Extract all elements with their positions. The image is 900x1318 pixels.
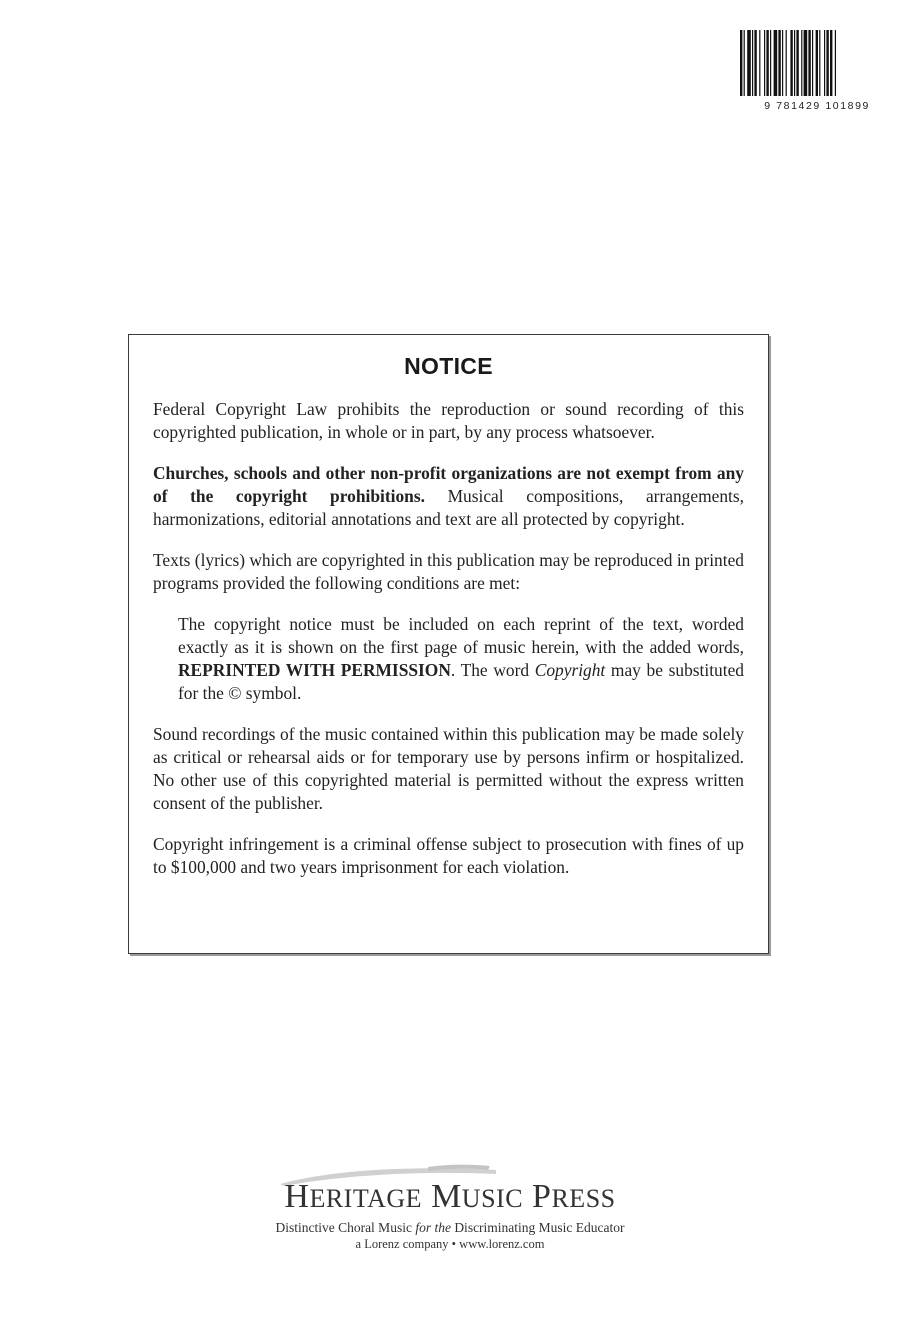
barcode-bar — [790, 30, 792, 96]
tagline-a: Distinctive Choral Music — [275, 1220, 416, 1235]
notice-paragraph-texts: Texts (lyrics) which are copyrighted in this publication may be reproduced in printed programs provided the following conditions are met: — [153, 550, 744, 593]
notice-paragraph-recordings: Sound recordings of the music contained within this publication may be made solely as critical or rehearsal aids or for temporary use by persons infirm or hospitalized. No other use of this copyrighted material is permitted without the express written consent of the publisher. — [153, 724, 744, 813]
notice-title: NOTICE — [404, 353, 493, 379]
notice-paragraph-law: Federal Copyright Law prohibits the reproduction or sound recording of this copyrighted publication, in whole or in part, by any process whatsoever. — [153, 399, 744, 442]
notice-conditions-italic: Copyright — [534, 660, 606, 680]
barcode-bar — [759, 30, 760, 96]
notice-churches-bold: Churches, schools and other non-profit organizations are not exempt from any of the copyright prohibitions. — [153, 463, 744, 506]
barcode-bar — [754, 30, 756, 96]
barcode-bar — [778, 30, 780, 96]
barcode-bars — [740, 30, 868, 96]
brand-h: H — [284, 1178, 310, 1215]
brand-usic: USIC — [461, 1184, 524, 1213]
barcode-bar — [812, 30, 813, 96]
barcode-bar — [824, 30, 825, 96]
notice-conditions-a: The copyright notice must be included on each reprint of the text, worded exactly as it is shown on the first page of music herein, with the added words, — [178, 614, 744, 657]
barcode-bar — [826, 30, 828, 96]
notice-paragraph-infringement: Copyright infringement is a criminal offense subject to prosecution with fines of up to $100,000 and two years imprisonment for each violation. — [153, 834, 744, 877]
notice-conditions-b: . The word — [450, 660, 535, 680]
barcode — [730, 24, 870, 110]
barcode-bar — [744, 30, 745, 96]
barcode-bar — [830, 30, 832, 96]
barcode-bar — [816, 30, 818, 96]
notice-paragraph-conditions — [153, 613, 744, 705]
barcode-bar — [794, 30, 795, 96]
barcode-bar — [766, 30, 768, 96]
barcode-bar — [835, 30, 836, 96]
barcode-bar — [782, 30, 783, 96]
publisher-tagline — [240, 1220, 660, 1236]
barcode-bar — [770, 30, 771, 96]
brand-p: P — [532, 1178, 552, 1215]
publisher-brand — [240, 1178, 660, 1218]
publisher-footer — [240, 1168, 660, 1252]
barcode-bar — [801, 30, 802, 96]
publisher-company-line: a Lorenz company • www.lorenz.com — [355, 1237, 545, 1251]
brand-m: M — [431, 1178, 462, 1215]
barcode-bar — [747, 30, 751, 96]
barcode-bar — [764, 30, 765, 96]
brand-ress: RESS — [551, 1184, 616, 1213]
brand-eritage: ERITAGE — [309, 1184, 423, 1213]
notice-churches-rest: Musical compositions, arrangements, harmonizations, editorial annotations and text are all protected by copyright. — [153, 486, 744, 529]
notice-paragraph-churches — [153, 462, 744, 531]
barcode-bar — [774, 30, 778, 96]
tagline-b: Discriminating Music Educator — [450, 1220, 625, 1235]
barcode-bar — [752, 30, 753, 96]
barcode-bar — [796, 30, 798, 96]
notice-conditions-bold: REPRINTED WITH PERMISSION — [178, 660, 451, 680]
barcode-digits: 9 781429 101899 — [764, 100, 870, 112]
barcode-bar — [786, 30, 787, 96]
barcode-bar — [804, 30, 808, 96]
barcode-bar — [740, 30, 742, 96]
tagline-italic: for the — [415, 1220, 451, 1235]
barcode-bar — [808, 30, 810, 96]
notice-box — [128, 334, 769, 954]
barcode-bar — [819, 30, 820, 96]
notice-conditions-c: may be substituted for the © symbol. — [178, 660, 744, 703]
